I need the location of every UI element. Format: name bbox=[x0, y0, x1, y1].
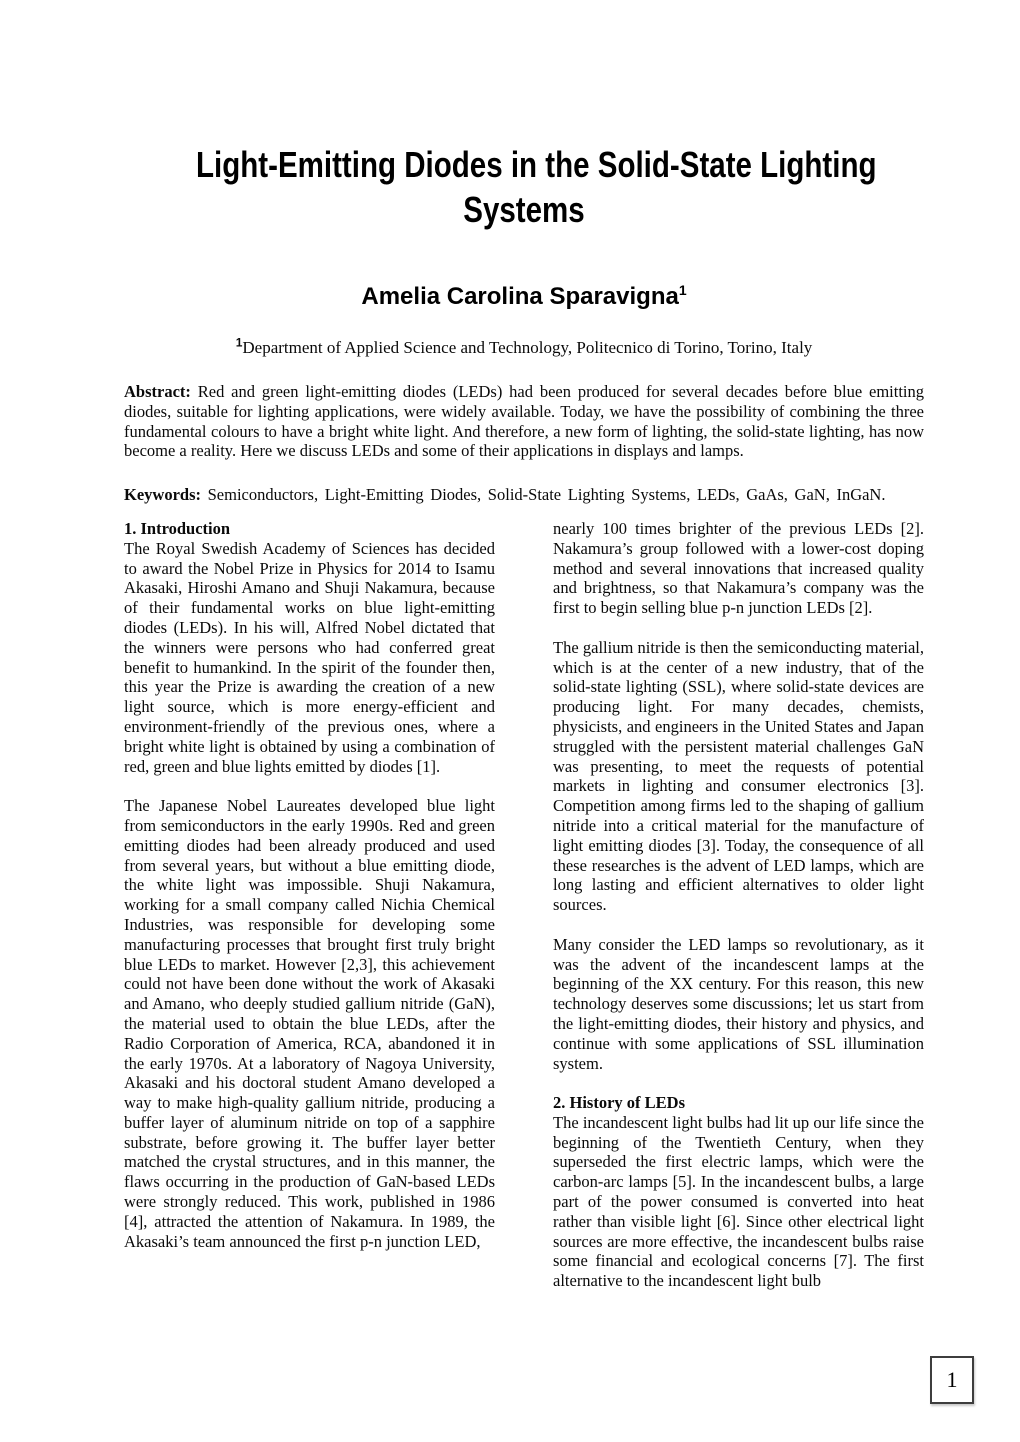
abstract bbox=[124, 382, 924, 461]
title-block bbox=[124, 142, 924, 360]
right-paragraph-3: Many consider the LED lamps so revolutionary, as it was the advent of the incandescent lamps at the beginning of the XX century. For this reason, this new technology deserves some discussions; let us start from the light-emitting diodes, their history and physics, and continue with some applications of SSL illumination system. bbox=[553, 934, 924, 1073]
affiliation-line bbox=[124, 336, 924, 360]
affiliation-text: Department of Applied Science and Technology, Politecnico di Torino, Torino, Italy bbox=[242, 338, 813, 357]
section-heading-history-of-leds: 2. History of LEDs bbox=[553, 1093, 685, 1113]
author-line bbox=[124, 282, 924, 312]
body-columns bbox=[124, 519, 924, 1291]
page-number-box bbox=[930, 1356, 974, 1404]
author-name: Amelia Carolina Sparavigna bbox=[361, 283, 679, 310]
section-heading-introduction: 1. Introduction bbox=[124, 518, 231, 538]
keywords-text: Semiconductors, Light-Emitting Diodes, Solid-State Lighting Systems, LEDs, GaAs, GaN, InGaN. bbox=[201, 485, 886, 505]
title-line-2: Systems bbox=[463, 189, 585, 230]
left-paragraph-1: The Royal Swedish Academy of Sciences has decided to award the Nobel Prize in Physics for 2014 to Isamu Akasaki, Hiroshi Amano and Shuji Nakamura, because of their fundamental works on blue light-emitting diodes (LEDs). In his will, Alfred Nobel dictated that the winners were persons who had conferred great benefit to humankind. In the spirit of the founder then, this year the Prize is awarding the creation of a new light source, which is more energy-efficient and environment-friendly of the previous ones, where a bright white light is obtained by using a combination of red, green and blue lights emitted by diodes [1]. bbox=[124, 538, 495, 776]
left-paragraph-2: The Japanese Nobel Laureates developed blue light from semiconductors in the early 1990s. Red and green emitting diodes had been already produced and used from several years, but without a blue emitting diode, the white light was impossible. Shuji Nakamura, working for a small company called Nichia Chemical Industries, was responsible for developing some manufacturing processes that brought first truly bright blue LEDs to market. However [2,3], this achievement could not have been done without the work of Akasaki and Amano, who deeply studied gallium nitride (GaN), the material used to obtain the blue LEDs, after the Radio Corporation of America, RCA, abandoned it in the early 1970s. At a laboratory of Nagoya University, Akasaki and his doctoral student Amano developed a way to make high-quality gallium nitride, producing a buffer layer of aluminum nitride on top of a sapphire substrate, before growing it. The buffer layer better matched the crystal structures, and in this manner, the flaws occurring in the production of GaN-based LEDs were strongly reduced. This work, published in 1986 [4], attracted the attention of Nakamura. In 1989, the Akasaki’s team announced the first p-n junction LED, bbox=[124, 796, 495, 1251]
page-number: 1 bbox=[946, 1367, 958, 1392]
title-line-1: Light-Emitting Diodes in the Solid-State Lighting bbox=[196, 144, 877, 185]
page-content bbox=[124, 0, 924, 1291]
right-paragraph-1: nearly 100 times brighter of the previous LEDs [2]. Nakamura’s group followed with a lower-cost doping method and several innovations that increased quality and brightness, so that Nakamura’s company was the first to begin selling blue p-n junction LEDs [2]. bbox=[553, 518, 924, 618]
keywords-label: Keywords: bbox=[124, 485, 201, 505]
abstract-label: Abstract: bbox=[124, 382, 191, 401]
right-column bbox=[553, 519, 924, 1291]
author-superscript: 1 bbox=[678, 282, 687, 298]
right-paragraph-2: The gallium nitride is then the semiconducting material, which is at the center of a new industry, that of the solid-state lighting (SSL), where solid-state devices are producing light. For many decades, chemists, physicists, and engineers in the United States and Japan struggled with the persistent material challenges GaN was presenting, to meet the requests of potential markets in lighting and consumer electronics [3]. Competition among firms led to the shaping of gallium nitride into a critical material for the manufacture of light emitting diodes [3]. Today, the consequence of all these researches is the advent of LED lamps, which are long lasting and efficient alternatives to older light sources. bbox=[553, 637, 924, 915]
affiliation-superscript: 1 bbox=[235, 335, 243, 350]
right-paragraph-4: The incandescent light bulbs had lit up our life since the beginning of the Twentieth Century, when they superseded the first electric lamps, which were the carbon-arc lamps [5]. In the incandescent bulbs, a large part of the power consumed is converted into heat rather than visible light [6]. Since other electrical light sources are more effective, the incandescent bulbs raise some financial and ecological concerns [7]. The first alternative to the incandescent light bulb bbox=[553, 1112, 924, 1291]
paper-title bbox=[196, 142, 877, 232]
keywords bbox=[124, 485, 924, 505]
left-column bbox=[124, 519, 495, 1291]
abstract-text: Red and green light-emitting diodes (LEDs) had been produced for several decades before blue emitting diodes, suitable for lighting applications, were widely available. Today, we have the possibility of combining the three fundamental colours to have a bright white light. And therefore, a new form of lighting, the solid-state lighting, has now become a reality. Here we discuss LEDs and some of their applications in displays and lamps. bbox=[124, 382, 924, 461]
